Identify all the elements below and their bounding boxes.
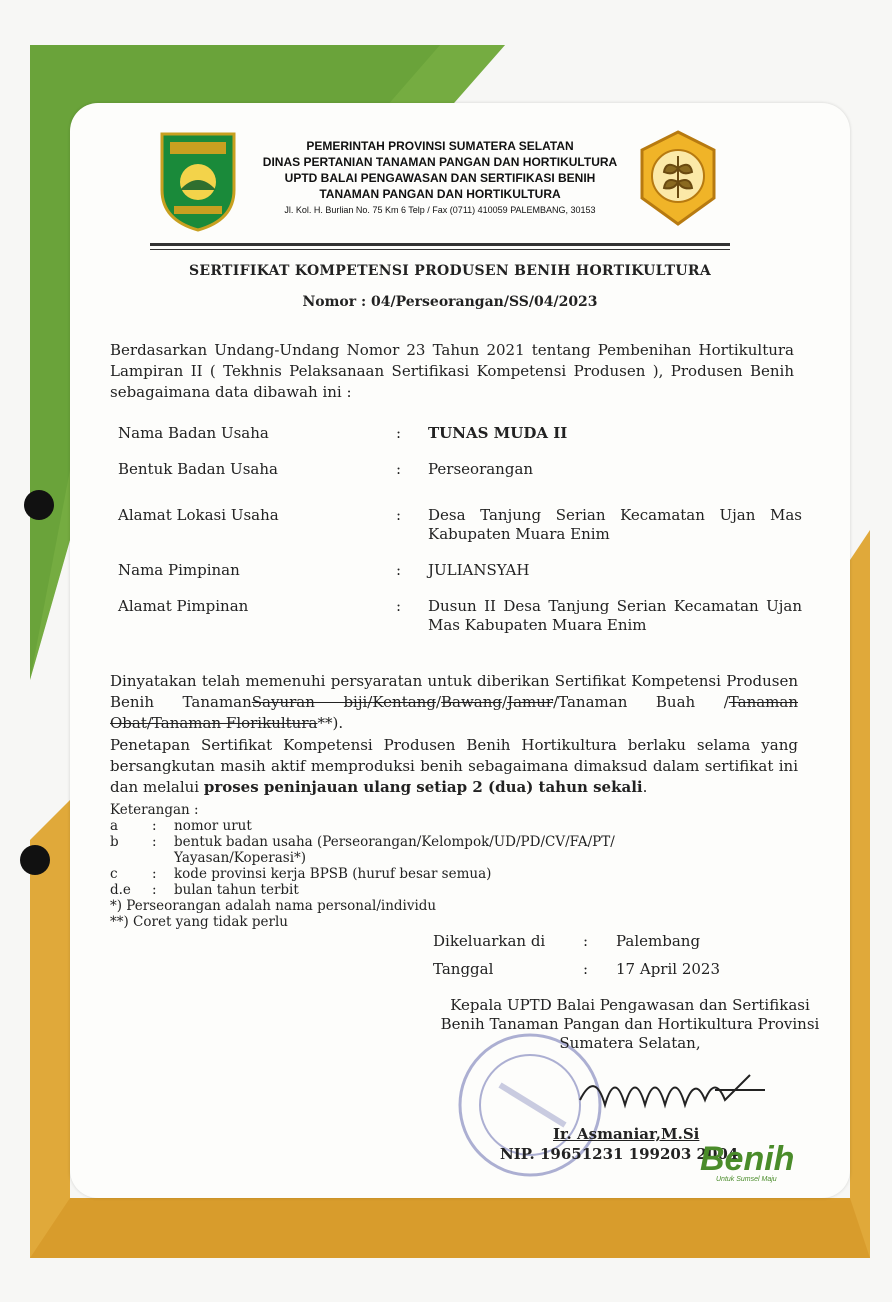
field-value: Perseorangan	[428, 460, 534, 478]
binder-hole	[24, 490, 54, 520]
field-label: Bentuk Badan Usaha	[118, 460, 278, 478]
intro-paragraph: Berdasarkan Undang-Undang Nomor 23 Tahun 2021 tentang Pembenihan Hortikultura Lampiran II ( Tekhnis Pelaksanaan Sertifikasi Kompetensi Produsen ), Produsen Benih sebagaimana data dibawah ini :	[110, 341, 794, 401]
field-value: TUNAS MUDA II	[428, 424, 568, 442]
field-value: Desa Tanjung Serian Kecamatan Ujan Mas Kabupaten Muara Enim	[428, 506, 802, 543]
statement-paragraph: Dinyatakan telah memenuhi persyaratan untuk diberikan Sertifikat Kompetensi Produsen Benih TanamanSayuran biji/Kentang/Bawang/Jamur/Tanaman Buah /Tanaman Obat/Tanaman Florikultura**).	[110, 672, 798, 732]
benih-brand-logo: Benih	[700, 1140, 795, 1178]
letterhead-rule-thin	[150, 249, 730, 250]
certificate-title: SERTIFIKAT KOMPETENSI PRODUSEN BENIH HORTIKULTURA	[188, 263, 711, 279]
field-colon: :	[396, 561, 402, 579]
province-emblem-icon	[158, 130, 238, 232]
note-item: c : kode provinsi kerja BPSB (huruf besar semua)	[110, 866, 492, 882]
field-label: Alamat Pimpinan	[118, 597, 249, 615]
notes-section	[110, 802, 670, 930]
letterhead-line-2: DINAS PERTANIAN TANAMAN PANGAN DAN HORTIKULTURA	[262, 155, 618, 169]
letterhead-rule	[150, 243, 730, 246]
ministry-emblem-icon	[636, 128, 720, 228]
field-colon: :	[396, 506, 402, 524]
issued-colon: :	[583, 932, 589, 950]
issued-date-label: Tanggal	[433, 960, 494, 978]
issued-place-row	[433, 932, 701, 950]
signatory-title: Kepala UPTD Balai Pengawasan dan Sertifikasi Benih Tanaman Pangan dan Hortikultura Provinsi Sumatera Selatan,	[440, 996, 820, 1052]
letterhead-line-3: UPTD BALAI PENGAWASAN DAN SERTIFIKASI BENIH	[284, 171, 596, 185]
handwritten-signature-icon	[575, 1060, 775, 1120]
note-footnote: **) Coret yang tidak perlu	[110, 914, 288, 930]
note-footnote: *) Perseorangan adalah nama personal/individu	[110, 898, 437, 914]
field-label: Nama Pimpinan	[118, 561, 240, 579]
field-colon: :	[396, 424, 402, 442]
certificate-number: Nomor : 04/Perseorangan/SS/04/2023	[302, 294, 598, 310]
field-label: Nama Badan Usaha	[118, 424, 269, 442]
signatory-name: Ir. Asmaniar,M.Si	[553, 1125, 700, 1143]
binder-hole	[20, 845, 50, 875]
notes-heading: Keterangan :	[110, 802, 199, 818]
letterhead-line-1: PEMERINTAH PROVINSI SUMATERA SELATAN	[306, 139, 574, 153]
benih-brand-tagline: Untuk Sumsel Maju	[716, 1176, 777, 1183]
letterhead-line-4: TANAMAN PANGAN DAN HORTIKULTURA	[319, 187, 561, 201]
field-colon: :	[396, 460, 402, 478]
signatory-nip: NIP. 19651231 199203 2004	[500, 1145, 739, 1163]
letterhead	[240, 138, 640, 218]
issued-date-value: 17 April 2023	[616, 960, 720, 978]
field-value: Dusun II Desa Tanjung Serian Kecamatan Ujan Mas Kabupaten Muara Enim	[428, 597, 802, 634]
issued-colon: :	[583, 960, 589, 978]
issued-place-label: Dikeluarkan di	[433, 932, 546, 950]
issued-date-row	[433, 960, 720, 978]
field-value: JULIANSYAH	[428, 561, 530, 579]
note-item: d.e : bulan tahun terbit	[110, 882, 299, 898]
note-item: a : nomor urut	[110, 818, 252, 834]
note-item: b : bentuk badan usaha (Perseorangan/Kelompok/UD/PD/CV/FA/PT/ Yayasan/Koperasi*)	[110, 834, 615, 866]
validity-paragraph: Penetapan Sertifikat Kompetensi Produsen Benih Hortikultura berlaku selama yang bersangkutan masih aktif memproduksi benih sebagaimana dimaksud dalam sertifikat ini dan melalui proses peninjauan ulang setiap 2 (dua) tahun sekali.	[110, 736, 798, 796]
letterhead-address: Jl. Kol. H. Burlian No. 75 Km 6 Telp / Fax (0711) 410059 PALEMBANG, 30153	[284, 205, 596, 215]
field-colon: :	[396, 597, 402, 615]
issued-place-value: Palembang	[616, 932, 701, 950]
field-label: Alamat Lokasi Usaha	[118, 506, 279, 524]
